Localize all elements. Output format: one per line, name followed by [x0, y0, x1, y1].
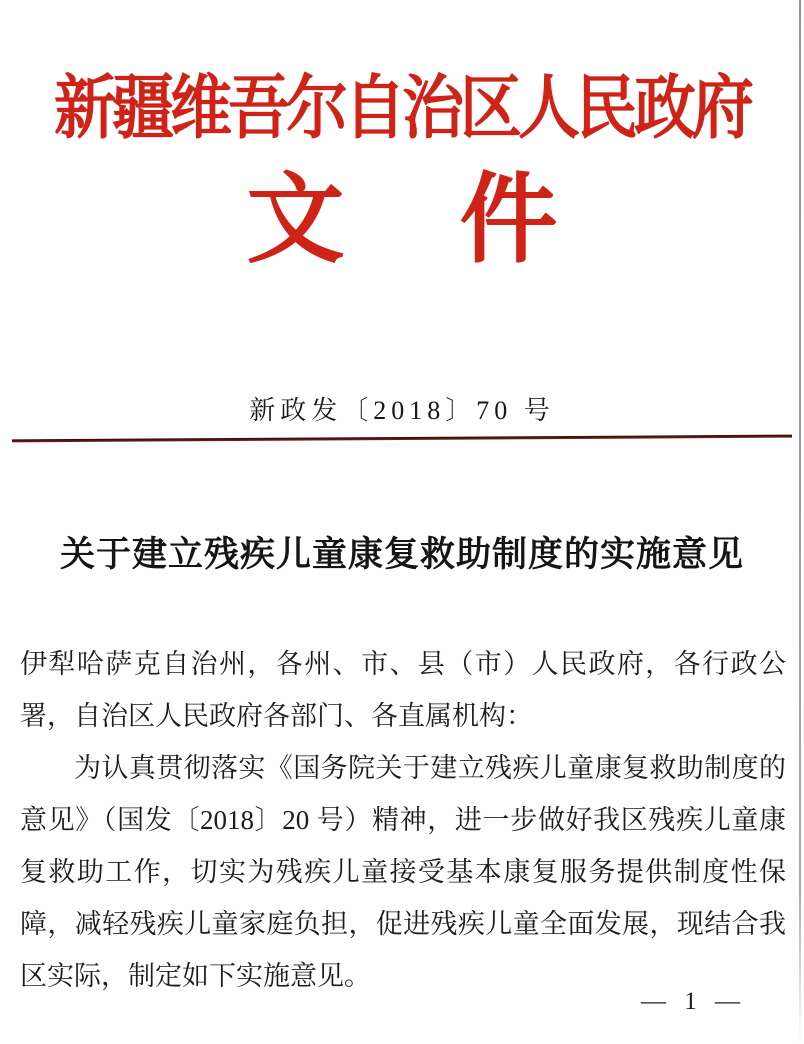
red-separator-rule — [12, 435, 792, 443]
letterhead-doc-type — [0, 168, 804, 276]
body-paragraph: 为认真贯彻落实《国务院关于建立残疾儿童康复救助制度的意见》（国发〔2018〕20 号）精神，进一步做好我区残疾儿童康复救助工作，切实为残疾儿童接受基本康复服务提供制度性保障，减轻残疾儿童家庭负担，促进残疾儿童全面发展，现结合我区实际，制定如下实施意见。 — [20, 753, 786, 991]
doc-number: 新政发〔2018〕70 号 — [249, 396, 555, 425]
doc-type-char-jian: 件 — [459, 167, 558, 275]
doc-type-char-wen: 文 — [246, 167, 345, 275]
letterhead-org-name: 新疆维吾尔自治区人民政府 — [53, 71, 750, 148]
document-body — [20, 638, 786, 1002]
page-number: — 1 — — [641, 988, 746, 1015]
scan-edge-artifact — [799, 0, 801, 1044]
doc-title: 关于建立残疾儿童康复救助制度的实施意见 — [59, 535, 744, 574]
salutation-paragraph: 伊犁哈萨克自治州，各州、市、县（市）人民政府，各行政公署，自治区人民政府各部门、各直属机构： — [20, 649, 786, 731]
